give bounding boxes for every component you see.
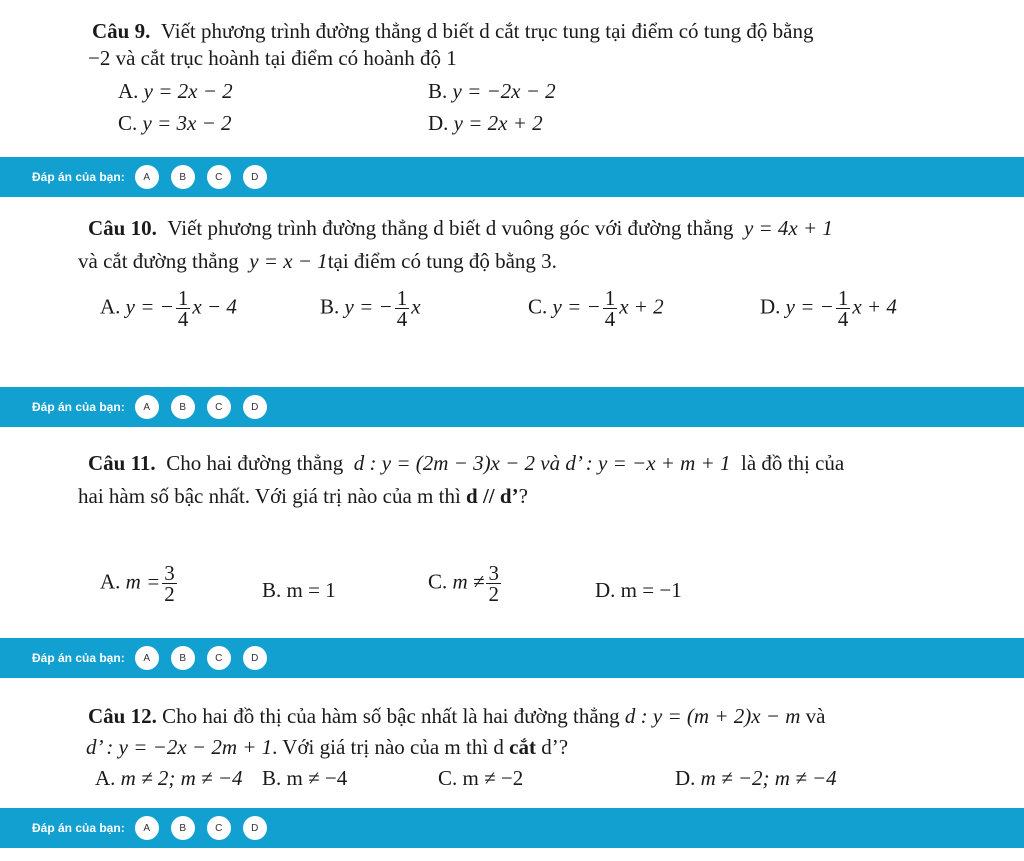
q11-option-c — [428, 563, 503, 604]
q12-title: Câu 12. — [88, 704, 157, 728]
q12-choice-a[interactable]: A — [135, 816, 159, 840]
q11-text2-post: ? — [518, 484, 528, 508]
q9-choice-a[interactable]: A — [135, 165, 159, 189]
q11-choice-b[interactable]: B — [171, 646, 195, 670]
q11-option-a — [100, 563, 179, 604]
frac-num: 1 — [837, 286, 849, 310]
q12-option-d-label: D. — [675, 766, 696, 790]
q10-option-b-post: x — [411, 294, 421, 319]
q10-option-c-fraction — [603, 288, 618, 329]
q12-option-b-label: B. — [262, 766, 282, 790]
answer-bar-q10 — [0, 387, 1024, 427]
q9-option-a — [118, 78, 233, 104]
frac-den: 4 — [837, 307, 849, 331]
q9-title: Câu 9. — [92, 19, 151, 43]
q9-choice-b[interactable]: B — [171, 165, 195, 189]
q12-choice-b[interactable]: B — [171, 816, 195, 840]
answer-bar-q11 — [0, 638, 1024, 678]
q11-text2-bold: d // d’ — [466, 484, 519, 508]
q11-text2-pre: hai hàm số bậc nhất. Với giá trị nào của m thì — [78, 484, 461, 508]
q10-option-c — [528, 288, 664, 329]
q11-option-b-label: B. — [262, 578, 282, 602]
frac-num: 1 — [604, 286, 616, 310]
q12-option-a-label: A. — [95, 766, 116, 790]
q9-option-b-label: B. — [428, 79, 448, 103]
q12-line2 — [86, 734, 568, 760]
q11-option-c-pre: m ≠ — [452, 569, 485, 594]
q9-option-d-text: y = 2x + 2 — [453, 111, 543, 135]
frac-den: 2 — [488, 582, 499, 606]
answer-label: Đáp án của bạn: — [32, 651, 125, 665]
q9-option-a-text: y = 2x − 2 — [143, 79, 233, 103]
q11-option-b-text: m = 1 — [286, 578, 336, 602]
q12-line1 — [88, 703, 825, 729]
q10-option-a — [100, 288, 237, 329]
q12-option-d-text: m ≠ −2; m ≠ −4 — [700, 766, 837, 790]
q10-option-b — [320, 288, 421, 329]
answer-label: Đáp án của bạn: — [32, 821, 125, 835]
answer-label: Đáp án của bạn: — [32, 170, 125, 184]
q9-option-c-label: C. — [118, 111, 138, 135]
q12-option-a-text: m ≠ 2; m ≠ −4 — [120, 766, 243, 790]
q9-line1 — [92, 18, 813, 44]
q10-option-a-post: x − 4 — [192, 294, 237, 319]
q12-text1-post: và — [805, 704, 826, 728]
q10-text2-pre: và cắt đường thẳng — [78, 249, 239, 273]
q11-choice-d[interactable]: D — [243, 646, 267, 670]
q11-title: Câu 11. — [88, 451, 156, 475]
q9-text2: −2 và cắt trục hoành tại điểm có hoành độ 1 — [88, 46, 457, 70]
q9-choice-c[interactable]: C — [207, 165, 231, 189]
q11-option-a-label: A. — [100, 569, 121, 594]
q11-option-a-pre: m = — [125, 569, 161, 594]
q10-text2-math: y = x − 1 — [249, 249, 328, 273]
q12-option-b — [262, 765, 347, 791]
q12-text2-pre: . Với giá trị nào của m thì d — [272, 735, 504, 759]
q11-text1-post: là đồ thị của — [741, 451, 845, 475]
frac-num: 3 — [164, 561, 175, 585]
q12-text2-math: d’ : y = −2x − 2m + 1 — [86, 735, 273, 759]
q12-option-c-text: m ≠ −2 — [462, 766, 524, 790]
q12-option-b-text: m ≠ −4 — [286, 766, 348, 790]
q10-option-d-post: x + 4 — [852, 294, 897, 319]
frac-num: 1 — [177, 286, 189, 310]
frac-den: 2 — [164, 582, 175, 606]
q10-option-b-label: B. — [320, 294, 340, 319]
answer-bar-q12 — [0, 808, 1024, 848]
q12-option-d — [675, 765, 837, 791]
q9-option-d — [428, 110, 543, 136]
q10-option-c-label: C. — [528, 294, 548, 319]
q10-option-d-label: D. — [760, 294, 781, 319]
q10-option-a-fraction — [176, 288, 191, 329]
frac-den: 4 — [396, 307, 408, 331]
q9-option-b — [428, 78, 556, 104]
q10-option-b-fraction — [395, 288, 410, 329]
q11-option-c-fraction — [486, 563, 501, 604]
q10-line1 — [88, 215, 833, 241]
q12-choice-d[interactable]: D — [243, 816, 267, 840]
q11-option-d — [595, 577, 682, 603]
q11-option-a-fraction — [162, 563, 177, 604]
q12-text1-math: d : y = (m + 2)x − m — [624, 704, 801, 728]
q11-text1-pre: Cho hai đường thẳng — [166, 451, 344, 475]
q10-option-d-pre: y = − — [785, 294, 834, 319]
q10-option-d — [760, 288, 897, 329]
frac-num: 3 — [488, 561, 499, 585]
q11-line2 — [78, 483, 528, 509]
q12-text2-bold: cắt — [509, 735, 536, 759]
q10-choice-a[interactable]: A — [135, 395, 159, 419]
q10-text1: Viết phương trình đường thẳng d biết d vuông góc với đường thẳng — [167, 216, 734, 240]
q12-option-a — [95, 765, 242, 791]
answer-label: Đáp án của bạn: — [32, 400, 125, 414]
q9-option-c — [118, 110, 232, 136]
q9-option-b-text: y = −2x − 2 — [452, 79, 556, 103]
q12-text2-post: d’? — [541, 735, 569, 759]
q10-choice-d[interactable]: D — [243, 395, 267, 419]
q9-choice-d[interactable]: D — [243, 165, 267, 189]
q11-choice-c[interactable]: C — [207, 646, 231, 670]
q9-text1: Viết phương trình đường thẳng d biết d cắt trục tung tại điểm có tung độ bằng — [160, 19, 814, 43]
q11-line1 — [88, 450, 844, 476]
q10-option-b-pre: y = − — [344, 294, 393, 319]
q11-text1-math: d : y = (2m − 3)x − 2 và d’ : y = −x + m + 1 — [353, 451, 731, 475]
q11-option-c-label: C. — [428, 569, 448, 594]
frac-den: 4 — [177, 307, 189, 331]
q10-option-c-pre: y = − — [552, 294, 601, 319]
q11-option-d-text: m = −1 — [620, 578, 682, 602]
q10-option-d-fraction — [836, 288, 851, 329]
q12-option-c-label: C. — [438, 766, 458, 790]
frac-den: 4 — [604, 307, 616, 331]
q10-title: Câu 10. — [88, 216, 157, 240]
q9-option-a-label: A. — [118, 79, 139, 103]
q10-text2-post: tại điểm có tung độ bằng 3. — [327, 249, 557, 273]
q12-choice-c[interactable]: C — [207, 816, 231, 840]
q9-option-d-label: D. — [428, 111, 449, 135]
q10-text1-math: y = 4x + 1 — [743, 216, 833, 240]
frac-num: 1 — [396, 286, 408, 310]
q12-option-c — [438, 765, 523, 791]
q10-option-a-label: A. — [100, 294, 121, 319]
q10-choice-c[interactable]: C — [207, 395, 231, 419]
q10-choice-b[interactable]: B — [171, 395, 195, 419]
q10-option-c-post: x + 2 — [619, 294, 664, 319]
q9-option-c-text: y = 3x − 2 — [142, 111, 232, 135]
q10-option-a-pre: y = − — [125, 294, 174, 319]
q9-line2 — [88, 45, 457, 71]
q10-line2 — [78, 248, 557, 274]
q12-text1-pre: Cho hai đồ thị của hàm số bậc nhất là hai đường thẳng — [162, 704, 620, 728]
answer-bar-q9 — [0, 157, 1024, 197]
q11-option-d-label: D. — [595, 578, 616, 602]
q11-choice-a[interactable]: A — [135, 646, 159, 670]
q11-option-b — [262, 577, 336, 603]
